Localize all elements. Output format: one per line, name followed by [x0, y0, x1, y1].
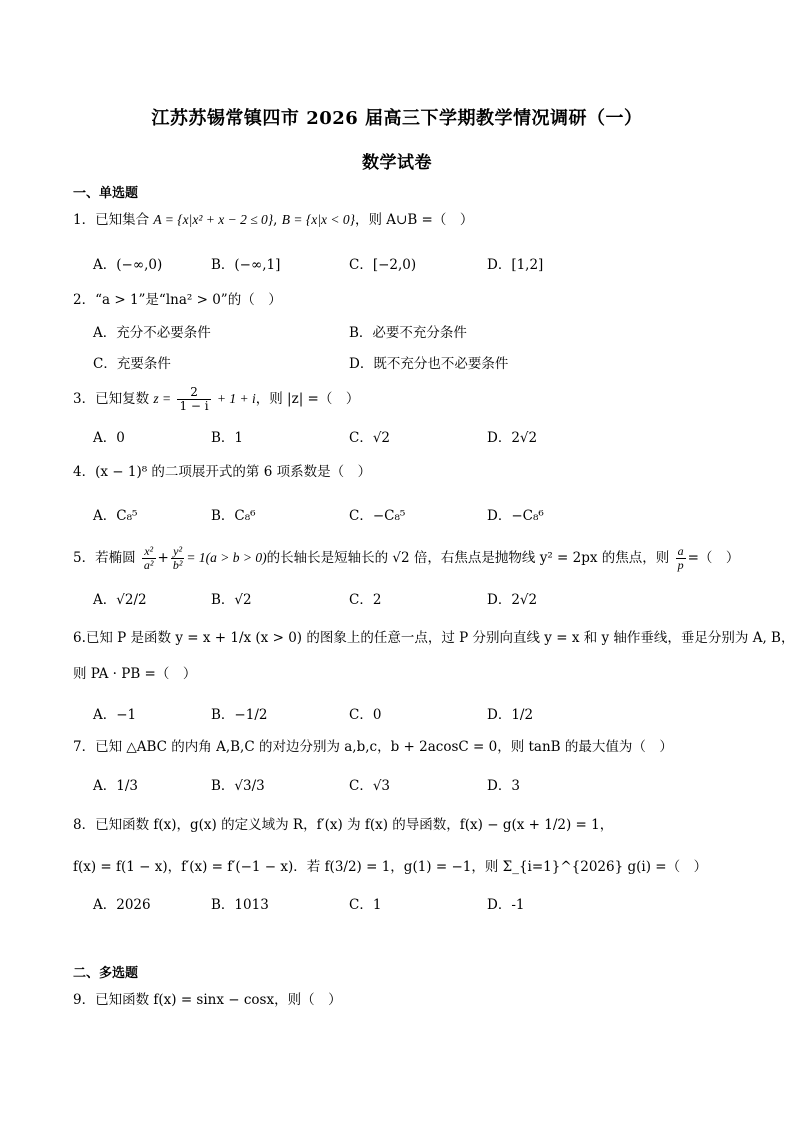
q3-fraction	[177, 386, 210, 413]
q7-number: 7．	[73, 739, 96, 755]
question-8	[73, 815, 613, 835]
question-6-line2: 则 PA · PB =（ ）	[73, 666, 197, 682]
q2-number: 2．	[73, 292, 96, 308]
q5-option-d: D．2√2	[487, 592, 538, 608]
q6-option-d: D．1/2	[487, 707, 534, 723]
q7-option-a: A．1/3	[93, 778, 138, 794]
q1-suffix: ，则 A∪B =（ ）	[354, 212, 474, 228]
q3-frac-den: 1 − i	[179, 399, 209, 413]
q4-option-d: D．−C₈⁶	[487, 508, 544, 524]
q4-option-a: A．C₈⁵	[93, 508, 138, 524]
q6-option-a: A．−1	[93, 707, 137, 723]
q6-option-b: B．−1/2	[211, 707, 268, 723]
page-title: 江苏苏锡常镇四市 2026 届高三下学期教学情况调研（一）	[151, 108, 643, 129]
q4-option-c: C．−C₈⁵	[349, 508, 406, 524]
q4-text: (x − 1)⁸ 的二项展开式的第 6 项系数是（ ）	[95, 464, 372, 480]
q6-option-c: C．0	[349, 707, 382, 723]
question-3	[73, 386, 359, 413]
question-4	[73, 462, 371, 482]
q8-option-a: A．2026	[93, 897, 151, 913]
q1-option-a: A．(−∞,0)	[93, 257, 163, 273]
question-1: 1．已知集合 A = {x|x² + x − 2 ≤ 0}, B = {x|x < 0}，则 A∪B =（ ）	[73, 212, 474, 228]
q6-number: 6.	[73, 630, 86, 646]
q6-text: 已知 P 是函数 y = x + 1/x (x > 0) 的图象上的任意一点，过 P 分别向直线 y = x 和 y 轴作垂线，垂足分别为 A, B，	[85, 630, 794, 646]
q3-number: 3．	[73, 391, 96, 407]
q7-text: 已知 △ABC 的内角 A,B,C 的对边分别为 a,b,c，b + 2acosC = 0，则 tanB 的最大值为（ ）	[95, 739, 673, 755]
q2-text: “a > 1”是“lna² > 0”的（ ）	[95, 292, 282, 308]
q3-expr-right: + 1 + i	[216, 391, 256, 406]
q5-option-b: B．√2	[211, 592, 252, 608]
q5-option-a: A．√2/2	[93, 592, 147, 608]
question-7	[73, 737, 673, 757]
q1-prefix: 已知集合	[95, 212, 150, 228]
q1-option-b: B．(−∞,1]	[211, 257, 281, 273]
q3-suffix: ，则 |z| =（ ）	[255, 391, 360, 407]
q8-option-d: D．-1	[487, 897, 525, 913]
q2-option-d: D．既不充分也不必要条件	[349, 356, 509, 372]
q1-set-b: B = {x|x < 0}	[281, 212, 355, 227]
q1-option-d: D．[1,2]	[487, 257, 544, 273]
question-9	[73, 990, 342, 1010]
q4-option-b: B．C₈⁶	[211, 508, 256, 524]
q9-text: 已知函数 f(x) = sinx − cosx，则（ ）	[95, 992, 342, 1008]
question-6	[73, 628, 794, 648]
q8-text: 已知函数 f(x)，g(x) 的定义域为 R，f′(x) 为 f(x) 的导函数，f(x) − g(x + 1/2) = 1，	[95, 817, 614, 833]
q3-option-b: B．1	[211, 430, 244, 446]
q8-option-b: B．1013	[211, 897, 269, 913]
q2-option-c: C．充要条件	[93, 356, 171, 372]
q5-prefix: 若椭圆	[95, 550, 136, 566]
q5-frac-y: $\frac{\text{y²}}{\text{b²}}$	[172, 544, 183, 572]
q3-option-c: C．√2	[349, 430, 391, 446]
q5-frac-ap: $\frac{a}{p}$	[677, 544, 684, 572]
q7-option-b: B．√3/3	[211, 778, 265, 794]
q3-expr-left: z =	[153, 391, 172, 406]
q2-option-a: A．充分不必要条件	[93, 325, 211, 341]
question-5: 5．若椭圆 $\frac{\text{x²}}{\text{a²}}$ + $\frac{\text{y²}}{\text{b²}}$ = 1(a > b > 0)的长轴长是短轴长的 √2 倍，右焦点是抛物线 y² = 2px 的焦点，则 $\frac{a}{p}$ =（ ）	[73, 544, 740, 572]
q2-option-b: B．必要不充分条件	[349, 325, 467, 341]
q5-tail: =（ ）	[687, 550, 740, 566]
q3-prefix: 已知复数	[95, 391, 150, 407]
q1-set-a: A = {x|x² + x − 2 ≤ 0}	[153, 212, 274, 227]
q5-suffix: 的长轴长是短轴长的 √2 倍，右焦点是抛物线 y² = 2px 的焦点，则	[266, 550, 670, 566]
q5-number: 5．	[73, 550, 96, 566]
q3-frac-num: 2	[177, 386, 210, 400]
q7-option-d: D．3	[487, 778, 520, 794]
q5-option-c: C．2	[349, 592, 382, 608]
q4-number: 4．	[73, 464, 96, 480]
q1-option-c: C．[−2,0)	[349, 257, 417, 273]
question-2	[73, 290, 282, 310]
q3-option-a: A．0	[93, 430, 125, 446]
q9-number: 9．	[73, 992, 96, 1008]
q7-option-c: C．√3	[349, 778, 391, 794]
question-8-line2: f(x) = f(1 − x)，f′(x) = f′(−1 − x)．若 f(3/2) = 1，g(1) = −1，则 Σ_{i=1}^{2026} g(i) =（ ）	[73, 859, 708, 875]
q8-number: 8．	[73, 817, 96, 833]
page-subtitle: 数学试卷	[362, 153, 432, 173]
q8-option-c: C．1	[349, 897, 382, 913]
q5-frac-x: $\frac{\text{x²}}{\text{a²}}$	[143, 544, 154, 572]
section-single-choice: 一、单选题	[73, 186, 139, 201]
q1-number: 1．	[73, 212, 96, 228]
q3-option-d: D．2√2	[487, 430, 538, 446]
section-multiple-choice: 二、多选题	[73, 966, 139, 981]
